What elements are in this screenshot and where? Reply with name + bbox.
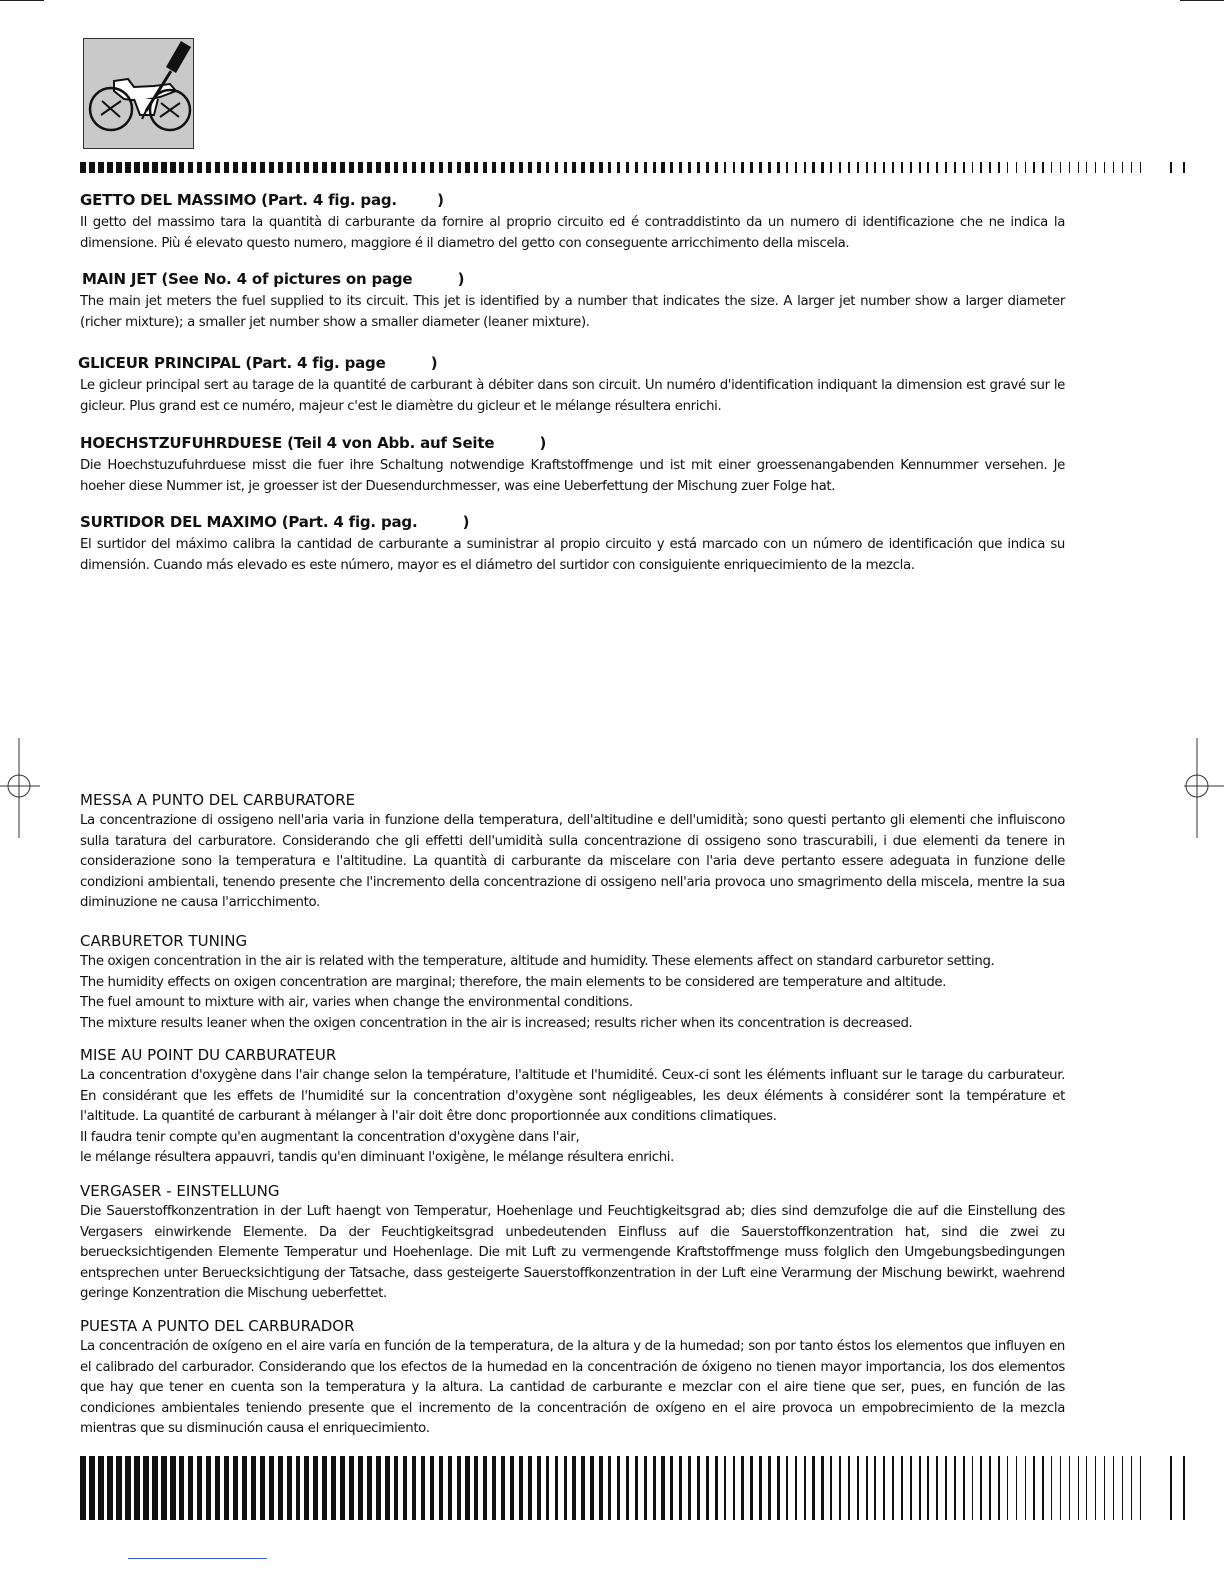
- barcode-bar: [715, 1456, 718, 1520]
- barcode-bar: [866, 1456, 868, 1520]
- barcode-bar: [581, 162, 585, 173]
- footer-rule: [128, 1558, 267, 1559]
- barcode-bar: [1113, 1456, 1114, 1520]
- section-heading: GETTO DEL MASSIMO (Part. 4 fig. pag. ): [80, 191, 444, 209]
- barcode-bar: [626, 1456, 629, 1520]
- barcode-bar: [936, 1456, 938, 1520]
- barcode-bar: [1051, 1456, 1052, 1520]
- barcode-bar: [848, 1456, 850, 1520]
- barcode-bar: [143, 1456, 149, 1520]
- barcode-bar: [528, 162, 532, 173]
- barcode-bar: [98, 1456, 104, 1520]
- barcode-bar: [927, 1456, 929, 1520]
- barcode-bar: [635, 162, 638, 173]
- barcode-bar: [688, 162, 691, 173]
- section-heading: GLICEUR PRINCIPAL (Part. 4 fig. page ): [78, 354, 438, 372]
- section-body: La concentration d'oxygène dans l'air change selon la température, l'altitude et l'humidité. Ceux-ci sont les éléments influant sur le tarage du carburateur. En considérant que les effets de l'humidité sur la concentration d'oxygène sont négligeables, les deux éléments à considérer sont la température et l'altitude. La quantité de carburant à mélanger à l'air doit être donc proportionnée aux conditions climatiques.: [80, 1068, 1065, 1124]
- barcode-bar: [457, 1456, 461, 1520]
- barcode-bar: [998, 162, 1000, 173]
- section-body: El surtidor del máximo calibra la cantidad de carburante a suministrar al propio circuito y está marcado con un número de identificación que indica su dimensión. Cuando más elevado es este número, mayor es el diámetro del surtidor con consiguiente enriquecimiento de la mezcla.: [80, 537, 1065, 573]
- barcode-bar: [80, 162, 86, 173]
- barcode-bar: [134, 1456, 140, 1520]
- barcode-bar: [821, 162, 823, 173]
- barcode-bar: [1095, 1456, 1096, 1520]
- registration-mark-left-icon: [0, 738, 40, 838]
- barcode-bar: [963, 1456, 965, 1520]
- barcode-bar: [483, 162, 487, 173]
- barcode-bar: [430, 1456, 434, 1520]
- barcode-bar: [170, 162, 176, 173]
- barcode-bar: [510, 1456, 514, 1520]
- barcode-bar: [233, 162, 238, 173]
- barcode-bar: [188, 162, 194, 173]
- crop-mark-top-left: [0, 0, 44, 1]
- barcode-bar: [474, 1456, 478, 1520]
- barcode-bar: [812, 162, 814, 173]
- barcode-bar: [1122, 162, 1123, 173]
- barcode-bar: [287, 1456, 292, 1520]
- barcode-bar: [546, 162, 550, 173]
- barcode-bar: [224, 162, 229, 173]
- barcode-bar: [1183, 1456, 1185, 1520]
- barcode-bar: [1007, 1456, 1009, 1520]
- barcode-bar: [741, 1456, 744, 1520]
- barcode-bar: [107, 162, 113, 173]
- barcode-bar: [116, 1456, 122, 1520]
- barcode-bar: [161, 162, 167, 173]
- barcode-bar: [839, 162, 841, 173]
- barcode-bar: [661, 1456, 664, 1520]
- barcode-bar: [1113, 162, 1114, 173]
- barcode-bar: [626, 162, 629, 173]
- motorcycle-screwdriver-icon: [84, 39, 195, 150]
- barcode-bar: [954, 162, 956, 173]
- barcode-bar: [724, 1456, 727, 1520]
- section-spanish-tuning: [80, 1316, 1065, 1440]
- section-body: La concentrazione di ossigeno nell'aria varia in funzione della temperatura, dell'altitudine e dell'umidità; sono questi pertanto gli elementi che influiscono sulla taratura del carburatore. Considerando che gli effetti dell'umidità sulla concentrazione di ossigeno sono trascurabili, i due elementi da tenere in considerazione sono la temperatura e l'altitudine. La quantità di carburante da miscelare con l'aria deve pertanto essere adeguata in funzione delle condizioni ambientali, tenendo presente che l'incremento della concentrazione di ossigeno nell'aria provoca uno smagrimento della miscela, mentre la sua diminuzione ne causa l'arricchimento.: [80, 813, 1065, 910]
- barcode-bar: [1033, 162, 1034, 173]
- section-heading: MAIN JET (See No. 4 of pictures on page ): [82, 270, 465, 288]
- barcode-bar: [1170, 1456, 1172, 1520]
- barcode-bar: [367, 1456, 372, 1520]
- section-line: The oxigen concentration in the air is related with the temperature, altitude and humidity. These elements affect on standard carburetor setting.: [80, 954, 995, 969]
- barcode-bar: [322, 1456, 327, 1520]
- barcode-bar: [421, 1456, 425, 1520]
- barcode-bar: [1078, 162, 1079, 173]
- barcode-bar: [679, 162, 682, 173]
- barcode-bar: [537, 1456, 541, 1520]
- barcode-bar: [812, 1456, 814, 1520]
- barcode-bar: [269, 1456, 274, 1520]
- barcode-bar: [98, 162, 104, 173]
- barcode-bar: [188, 1456, 194, 1520]
- barcode-bar: [349, 162, 354, 173]
- barcode-bar: [439, 162, 443, 173]
- barcode-bar: [883, 162, 885, 173]
- barcode-bar: [242, 162, 247, 173]
- barcode-bar: [1042, 1456, 1043, 1520]
- barcode-bar: [750, 1456, 753, 1520]
- section-body: The main jet meters the fuel supplied to its circuit. This jet is identified by a number that indicates the size. A larger jet number show a larger diameter (richer mixture); a smaller jet number show a smaller diameter (leaner mixture).: [80, 294, 1065, 330]
- barcode-bar: [1007, 162, 1009, 173]
- barcode-bar: [1104, 162, 1105, 173]
- barcode-bar: [1095, 162, 1096, 173]
- barcode-bar: [1086, 162, 1087, 173]
- barcode-bar: [304, 162, 309, 173]
- barcode-bar: [972, 1456, 974, 1520]
- barcode-bar: [421, 162, 425, 173]
- barcode-bar: [670, 162, 673, 173]
- barcode-bar: [644, 162, 647, 173]
- barcode-bar: [296, 1456, 301, 1520]
- crop-mark-top-right: [1180, 0, 1224, 1]
- barcode-bar: [804, 1456, 807, 1520]
- barcode-strip-top: [80, 162, 1190, 173]
- barcode-bar: [89, 1456, 95, 1520]
- barcode-bar: [927, 162, 929, 173]
- barcode-bar: [919, 162, 921, 173]
- logo-box: [83, 38, 194, 149]
- barcode-bar: [1025, 1456, 1026, 1520]
- section-line: Il faudra tenir compte qu'en augmentant la concentration d'oxygène dans l'air,: [80, 1129, 580, 1145]
- barcode-bar: [608, 1456, 611, 1520]
- barcode-bar: [1086, 1456, 1087, 1520]
- section-german-tuning: [80, 1181, 1065, 1305]
- barcode-bar: [679, 1456, 682, 1520]
- barcode-bar: [635, 1456, 638, 1520]
- barcode-bar: [430, 162, 434, 173]
- barcode-bar: [848, 162, 850, 173]
- barcode-bar: [795, 1456, 798, 1520]
- barcode-bar: [1025, 162, 1026, 173]
- barcode-bar: [901, 1456, 903, 1520]
- barcode-bar: [89, 162, 95, 173]
- barcode-bar: [1131, 1456, 1132, 1520]
- section-heading: VERGASER - EINSTELLUNG: [80, 1182, 280, 1200]
- section-heading: CARBURETOR TUNING: [80, 932, 248, 950]
- barcode-bar: [830, 1456, 832, 1520]
- barcode-bar: [786, 1456, 789, 1520]
- barcode-bar: [936, 162, 938, 173]
- barcode-bar: [179, 1456, 185, 1520]
- barcode-bar: [260, 162, 265, 173]
- barcode-bar: [821, 1456, 823, 1520]
- barcode-bar: [972, 162, 974, 173]
- barcode-bar: [80, 1456, 86, 1520]
- barcode-bar: [1140, 1456, 1141, 1520]
- barcode-bar: [1069, 162, 1070, 173]
- barcode-bar: [1042, 162, 1043, 173]
- barcode-bar: [653, 162, 656, 173]
- barcode-bar: [448, 162, 452, 173]
- barcode-bar: [322, 162, 327, 173]
- barcode-bar: [260, 1456, 265, 1520]
- barcode-bar: [741, 162, 744, 173]
- barcode-bar: [866, 162, 868, 173]
- barcode-bar: [608, 162, 611, 173]
- barcode-bar: [215, 1456, 220, 1520]
- barcode-bar: [750, 162, 753, 173]
- barcode-bar: [107, 1456, 113, 1520]
- barcode-bar: [287, 162, 292, 173]
- barcode-bar: [197, 162, 202, 173]
- barcode-bar: [385, 162, 390, 173]
- barcode-bar: [528, 1456, 532, 1520]
- section-heading: HOECHSTZUFUHRDUESE (Teil 4 von Abb. auf Seite ): [80, 434, 547, 452]
- barcode-bar: [313, 162, 318, 173]
- barcode-bar: [857, 1456, 859, 1520]
- barcode-bar: [892, 162, 894, 173]
- barcode-bar: [954, 1456, 956, 1520]
- barcode-bar: [874, 162, 876, 173]
- barcode-bar: [768, 162, 771, 173]
- barcode-bar: [617, 1456, 620, 1520]
- barcode-bar: [945, 162, 947, 173]
- barcode-bar: [134, 162, 140, 173]
- barcode-bar: [1051, 162, 1052, 173]
- barcode-bar: [892, 1456, 894, 1520]
- section-body: Die Sauerstoffkonzentration in der Luft haengt von Temperatur, Hoehenlage und Feuchtigkeitsgrad ab; dies sind demzufolge die auf die Einstellung des Vergasers einwirkende Elemente. Da der Feuchtigkeitsgrad unbedeutenden Einfluss auf die Sauerstoffkonzentration hat, sind die zwei zu beruecksichtigenden Elemente Temperatur und Hoehenlage. Die mit Luft zu vermengende Kraftstoffmenge muss folglich den Umgebungsbedingungen entsprechen unter Beruecksichtigung der Tatsache, dass gesteigerte Sauerstoffkonzentration in der Luft eine Verarmung der Mischung bewirkt, waehrend geringe Konzentration die Mischung ueberfettet.: [80, 1204, 1065, 1301]
- barcode-bar: [617, 162, 620, 173]
- barcode-bar: [161, 1456, 167, 1520]
- barcode-bar: [465, 162, 469, 173]
- barcode-bar: [572, 162, 576, 173]
- barcode-bar: [768, 1456, 771, 1520]
- barcode-bar: [653, 1456, 656, 1520]
- barcode-bar: [170, 1456, 176, 1520]
- barcode-bar: [564, 162, 568, 173]
- barcode-bar: [697, 162, 700, 173]
- barcode-bar: [1122, 1456, 1123, 1520]
- barcode-bar: [715, 162, 718, 173]
- barcode-bar: [206, 162, 211, 173]
- barcode-bar: [590, 162, 594, 173]
- barcode-bar: [670, 1456, 673, 1520]
- barcode-bar: [367, 162, 372, 173]
- barcode-bar: [804, 162, 807, 173]
- barcode-bar: [1060, 162, 1061, 173]
- barcode-bar: [510, 162, 514, 173]
- barcode-bar: [376, 1456, 381, 1520]
- barcode-bar: [394, 162, 399, 173]
- barcode-bar: [1060, 1456, 1061, 1520]
- section-italian-tuning: [80, 790, 1065, 914]
- section-french-tuning: [80, 1045, 1065, 1169]
- barcode-bar: [251, 162, 256, 173]
- barcode-bar: [830, 162, 832, 173]
- barcode-bar: [349, 1456, 354, 1520]
- barcode-bar: [910, 162, 912, 173]
- section-english-tuning: [80, 931, 1065, 1034]
- barcode-bar: [733, 1456, 736, 1520]
- barcode-bar: [403, 1456, 407, 1520]
- barcode-bar: [125, 1456, 131, 1520]
- barcode-bar: [786, 162, 789, 173]
- barcode-bar: [358, 162, 363, 173]
- section-heading: MESSA A PUNTO DEL CARBURATORE: [80, 791, 356, 809]
- barcode-bar: [269, 162, 274, 173]
- barcode-bar: [1183, 162, 1185, 173]
- barcode-bar: [457, 162, 461, 173]
- barcode-bar: [572, 1456, 576, 1520]
- barcode-bar: [152, 1456, 158, 1520]
- barcode-bar: [331, 162, 336, 173]
- barcode-bar: [706, 1456, 709, 1520]
- section-heading: MISE AU POINT DU CARBURATEUR: [80, 1046, 337, 1064]
- barcode-bar: [919, 1456, 921, 1520]
- registration-mark-right-icon: [1184, 738, 1224, 838]
- barcode-bar: [759, 162, 762, 173]
- barcode-bar: [989, 162, 991, 173]
- section-spanish-main-jet: [80, 512, 1065, 576]
- barcode-bar: [555, 162, 559, 173]
- section-body: Die Hoechstuzufuhrduese misst die fuer ihre Schaltung notwendige Kraftstoffmenge und ist mit einer groessenangabenden Kennummer versehen. Je hoeher diese Nummer ist, je groesser ist der Duesendurchmesser, was eine Ueberfettung der Mischung zuer Folge hat.: [80, 458, 1065, 494]
- barcode-bar: [1104, 1456, 1105, 1520]
- barcode-bar: [304, 1456, 309, 1520]
- barcode-bar: [242, 1456, 247, 1520]
- section-heading: SURTIDOR DEL MAXIMO (Part. 4 fig. pag. ): [80, 513, 470, 531]
- barcode-bar: [1131, 162, 1132, 173]
- barcode-bar: [197, 1456, 202, 1520]
- barcode-bar: [724, 162, 727, 173]
- barcode-bar: [501, 1456, 505, 1520]
- barcode-bar: [125, 162, 131, 173]
- barcode-bar: [1170, 162, 1172, 173]
- barcode-bar: [1078, 1456, 1079, 1520]
- barcode-bar: [385, 1456, 390, 1520]
- barcode-bar: [474, 162, 478, 173]
- barcode-bar: [340, 162, 345, 173]
- barcode-bar: [998, 1456, 1000, 1520]
- barcode-bar: [215, 162, 220, 173]
- barcode-bar: [206, 1456, 211, 1520]
- barcode-bar: [537, 162, 541, 173]
- barcode-bar: [224, 1456, 229, 1520]
- barcode-bar: [874, 1456, 876, 1520]
- barcode-bar: [697, 1456, 700, 1520]
- barcode-bar: [519, 162, 523, 173]
- barcode-bar: [465, 1456, 469, 1520]
- barcode-bar: [706, 162, 709, 173]
- barcode-bar: [599, 162, 603, 173]
- barcode-bar: [403, 162, 407, 173]
- barcode-bar: [910, 1456, 912, 1520]
- barcode-bar: [412, 1456, 416, 1520]
- barcode-bar: [143, 162, 149, 173]
- barcode-bar: [179, 162, 185, 173]
- barcode-bar: [688, 1456, 691, 1520]
- barcode-bar: [152, 162, 158, 173]
- barcode-bar: [661, 162, 664, 173]
- section-line: The mixture results leaner when the oxigen concentration in the air is increased; results richer when its concentration is decreased.: [80, 1015, 913, 1031]
- barcode-bar: [313, 1456, 318, 1520]
- section-body: Le gicleur principal sert au tarage de la quantité de carburant à débiter dans son circuit. Un numéro d'identification indiquant la dimension est gravé sur le gicleur. Plus grand est ce numéro, majeur c'est le diamètre du gicleur et le mélange résultera enrichi.: [80, 378, 1065, 414]
- barcode-bar: [483, 1456, 487, 1520]
- barcode-bar: [1016, 1456, 1017, 1520]
- barcode-bar: [1140, 162, 1141, 173]
- barcode-bar: [501, 162, 505, 173]
- section-line: The humidity effects on oxigen concentration are marginal; therefore, the main elements to be considered are temperature and altitude.: [80, 974, 947, 990]
- barcode-bar: [963, 162, 965, 173]
- barcode-bar: [1016, 162, 1017, 173]
- section-italian-main-jet: [80, 190, 1065, 254]
- barcode-bar: [546, 1456, 550, 1520]
- section-french-main-jet: [78, 353, 1065, 417]
- barcode-bar: [777, 162, 780, 173]
- section-line: le mélange résultera appauvri, tandis qu'en diminuant l'oxigène, le mélange résultera enrichi.: [80, 1150, 675, 1165]
- barcode-bar: [492, 162, 496, 173]
- barcode-bar: [358, 1456, 363, 1520]
- barcode-bar: [1033, 1456, 1034, 1520]
- barcode-strip-bottom: [80, 1456, 1190, 1520]
- section-heading: PUESTA A PUNTO DEL CARBURADOR: [80, 1317, 355, 1335]
- barcode-bar: [278, 1456, 283, 1520]
- barcode-bar: [883, 1456, 885, 1520]
- barcode-bar: [412, 162, 416, 173]
- barcode-bar: [394, 1456, 399, 1520]
- barcode-bar: [278, 162, 283, 173]
- section-german-main-jet: [80, 433, 1065, 497]
- barcode-bar: [233, 1456, 238, 1520]
- barcode-bar: [581, 1456, 585, 1520]
- barcode-bar: [448, 1456, 452, 1520]
- section-line: The fuel amount to mixture with air, varies when change the environmental conditions.: [80, 995, 633, 1010]
- barcode-bar: [795, 162, 798, 173]
- barcode-bar: [989, 1456, 991, 1520]
- section-english-main-jet: [82, 269, 1065, 333]
- barcode-bar: [980, 1456, 982, 1520]
- barcode-bar: [331, 1456, 336, 1520]
- barcode-bar: [945, 1456, 947, 1520]
- barcode-bar: [340, 1456, 345, 1520]
- barcode-bar: [857, 162, 859, 173]
- barcode-bar: [980, 162, 982, 173]
- barcode-bar: [1069, 1456, 1070, 1520]
- barcode-bar: [777, 1456, 780, 1520]
- barcode-bar: [555, 1456, 559, 1520]
- barcode-bar: [901, 162, 903, 173]
- barcode-bar: [599, 1456, 603, 1520]
- barcode-bar: [519, 1456, 523, 1520]
- barcode-bar: [376, 162, 381, 173]
- barcode-bar: [733, 162, 736, 173]
- section-body: La concentración de oxígeno en el aire varía en función de la temperatura, de la altura y de la humedad; son por tanto éstos los elementos que influyen en el calibrado del carburador. Considerando que los efectos de la humedad en la concentración de óxigeno no tienen mayor importancia, los dos elementos que hay que tener en cuenta son la temperatura y la altura. La cantidad de carburante e mezclar con el aire tiene que ser, pues, en función de las condiciones ambientales teniendo presente que el incremento de la concentración de oxígeno en el aire provoca un empobrecimiento de la mezcla mientras que su disminución causa el enriquecimiento.: [80, 1339, 1065, 1436]
- barcode-bar: [839, 1456, 841, 1520]
- barcode-bar: [759, 1456, 762, 1520]
- barcode-bar: [251, 1456, 256, 1520]
- barcode-bar: [590, 1456, 594, 1520]
- barcode-bar: [296, 162, 301, 173]
- barcode-bar: [644, 1456, 647, 1520]
- barcode-bar: [439, 1456, 443, 1520]
- barcode-bar: [492, 1456, 496, 1520]
- barcode-bar: [564, 1456, 568, 1520]
- barcode-bar: [116, 162, 122, 173]
- section-body: Il getto del massimo tara la quantità di carburante da fornire al proprio circuito ed é contraddistinto da un numero di identificazione che ne indica la dimensione. Più é elevato questo numero, maggiore é il diametro del getto con conseguente arricchimento della miscela.: [80, 215, 1065, 251]
